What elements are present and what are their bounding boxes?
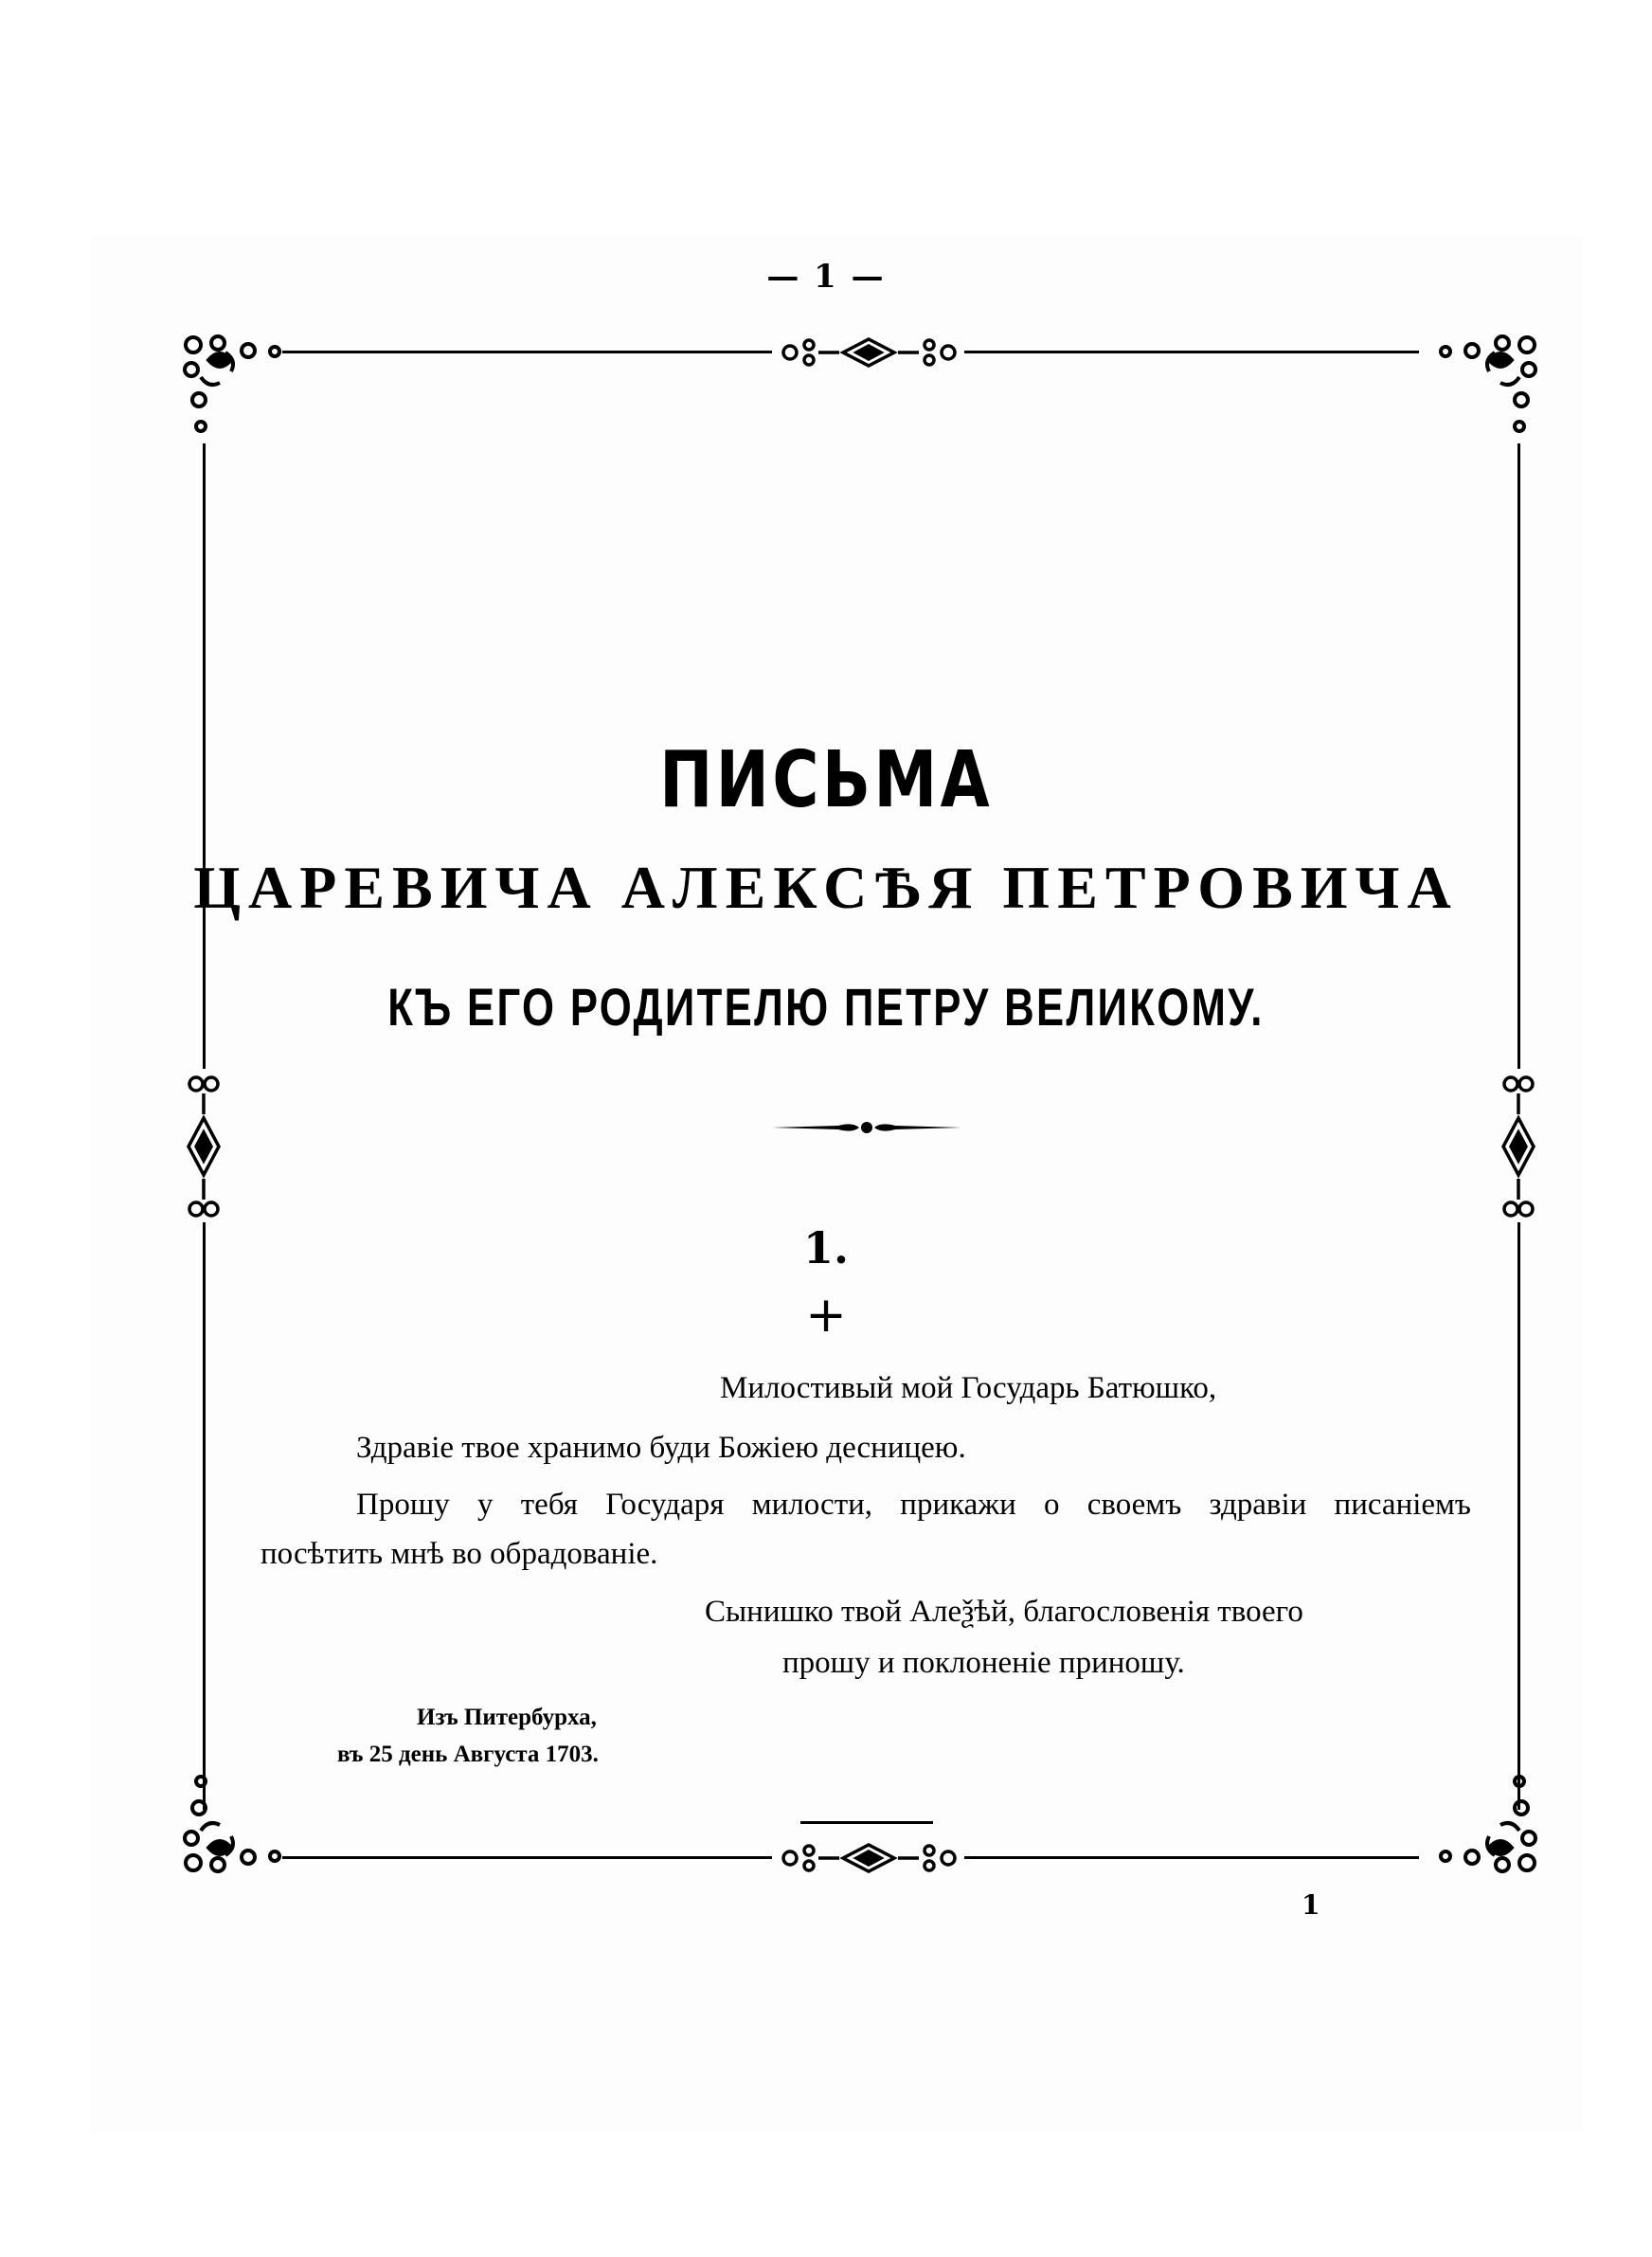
page-number-top: — 1 — (766, 258, 886, 296)
date-line: въ 25 день Августа 1703. (337, 1742, 599, 1767)
center-ornament-bottom-icon (777, 1839, 961, 1877)
separator-ornament-icon (772, 1118, 961, 1137)
salutation: Милостивый мой Государь Батюшко, (720, 1371, 1217, 1405)
cross-icon: + (805, 1287, 847, 1344)
title-line-1: ПИСЬМА (659, 735, 993, 825)
title-line-2: ЦАРЕВИЧА АЛЕКСѢЯ ПЕТРОВИЧА (193, 854, 1459, 921)
corner-ornament-bottom-right-icon (1427, 1762, 1540, 1876)
signature-line-1: Сынишко твой Алеѯѣй, благословенія твоего (705, 1595, 1303, 1629)
frame-bottom-rule-right (964, 1856, 1419, 1859)
end-rule (800, 1821, 933, 1824)
frame-right-rule-top (1517, 443, 1520, 1069)
letter-paragraph-1: Здравіе твое хранимо буди Божіею десницею. (356, 1431, 966, 1465)
corner-ornament-top-right-icon (1427, 332, 1540, 445)
frame-top-rule-left (282, 351, 772, 353)
frame-bottom-rule-left (282, 1856, 772, 1859)
letter-number: 1. (802, 1222, 850, 1273)
corner-ornament-top-left-icon (180, 332, 294, 445)
title-line-3: КЪ ЕГО РОДИТЕЛЮ ПЕТРУ ВЕЛИКОМУ. (387, 977, 1265, 1037)
letter-paragraph-2-line-2: посѣтить мнѣ во обрадованіе. (260, 1537, 658, 1571)
letter-paragraph-2-line-1: Прошу у тебя Государя милости, прикажи о своемъ здравіи писаніемъ (356, 1488, 1471, 1522)
side-ornament-left-icon (180, 1071, 227, 1222)
side-ornament-right-icon (1495, 1071, 1542, 1222)
center-ornament-top-icon (777, 334, 961, 371)
page-number-bottom: 1 (1302, 1889, 1320, 1921)
place-line-1: Изъ Питербурха, (417, 1705, 597, 1730)
frame-top-rule-right (964, 351, 1419, 353)
signature-line-2: прошу и поклоненіе приношу. (782, 1646, 1185, 1680)
corner-ornament-bottom-left-icon (180, 1762, 294, 1876)
